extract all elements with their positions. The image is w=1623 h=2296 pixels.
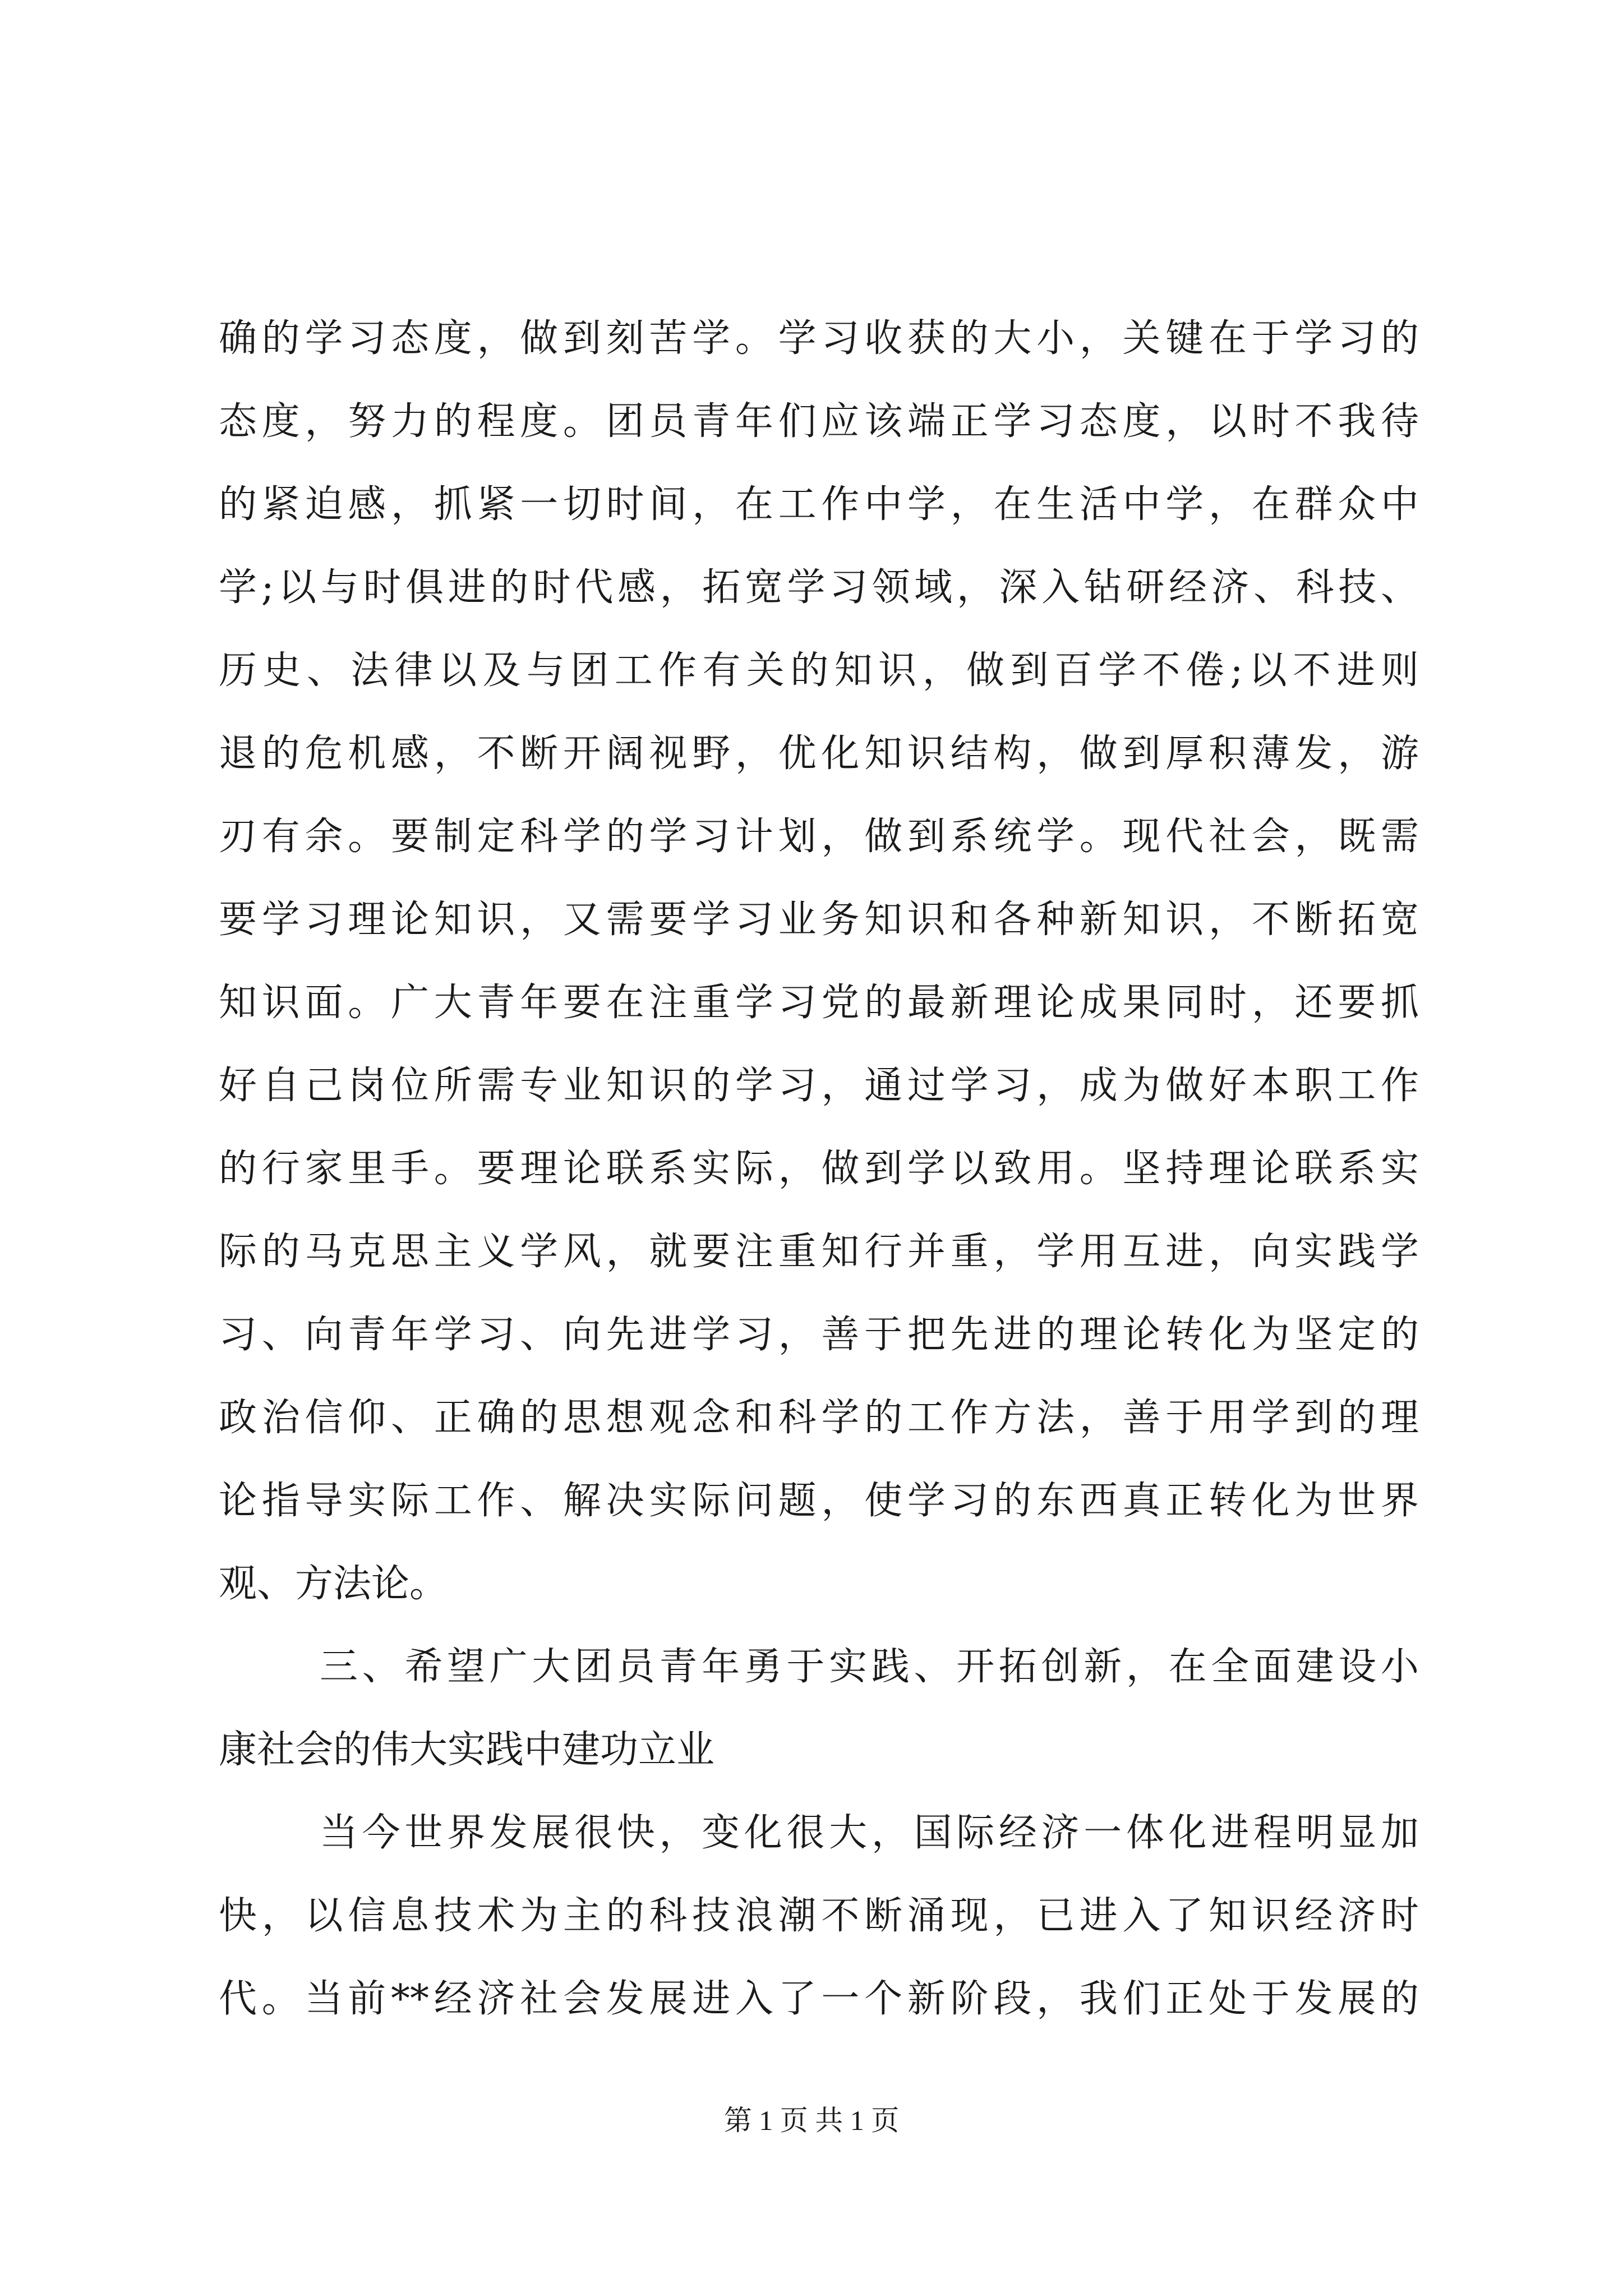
text-line: 历史、法律以及与团工作有关的知识，做到百学不倦;以不进则 bbox=[219, 648, 1419, 693]
text-line: 论指导实际工作、解决实际问题，使学习的东西真正转化为世界 bbox=[219, 1479, 1419, 1523]
text-line: 政治信仰、正确的思想观念和科学的工作方法，善于用学到的理 bbox=[219, 1396, 1419, 1440]
text-line: 知识面。广大青年要在注重学习党的最新理论成果同时，还要抓 bbox=[219, 981, 1419, 1025]
text-line: 的行家里手。要理论联系实际，做到学以致用。坚持理论联系实 bbox=[219, 1147, 1419, 1191]
text-line: 退的危机感，不断开阔视野，优化知识结构，做到厚积薄发，游 bbox=[219, 731, 1419, 776]
text-line: 际的马克思主义学风，就要注重知行并重，学用互进，向实践学 bbox=[219, 1230, 1419, 1274]
text-line: 习、向青年学习、向先进学习，善于把先进的理论转化为坚定的 bbox=[219, 1313, 1419, 1357]
text-line: 代。当前**经济社会发展进入了一个新阶段，我们正处于发展的 bbox=[219, 1977, 1419, 2021]
body-text bbox=[219, 297, 1419, 2041]
text-line: 确的学习态度，做到刻苦学。学习收获的大小，关键在于学习的 bbox=[219, 316, 1419, 361]
text-line: 快，以信息技术为主的科技浪潮不断涌现，已进入了知识经济时 bbox=[219, 1894, 1419, 1938]
page-footer: 第 1 页 共 1 页 bbox=[723, 2105, 900, 2136]
section-heading-line: 康社会的伟大实践中建功立业 bbox=[219, 1728, 715, 1772]
text-line: 刃有余。要制定科学的学习计划，做到系统学。现代社会，既需 bbox=[219, 815, 1419, 859]
text-line: 要学习理论知识，又需要学习业务知识和各种新知识，不断拓宽 bbox=[219, 898, 1419, 942]
text-line: 当今世界发展很快，变化很大，国际经济一体化进程明显加 bbox=[320, 1811, 1419, 1855]
text-line: 的紧迫感，抓紧一切时间，在工作中学，在生活中学，在群众中 bbox=[219, 482, 1419, 527]
text-line: 观、方法论。 bbox=[219, 1562, 448, 1606]
text-line: 学;以与时俱进的时代感，拓宽学习领域，深入钻研经济、科技、 bbox=[219, 565, 1419, 610]
text-line: 态度，努力的程度。团员青年们应该端正学习态度，以时不我待 bbox=[219, 399, 1419, 444]
text-line: 好自己岗位所需专业知识的学习，通过学习，成为做好本职工作 bbox=[219, 1064, 1419, 1108]
section-heading-line: 三、希望广大团员青年勇于实践、开拓创新，在全面建设小 bbox=[320, 1645, 1419, 1689]
